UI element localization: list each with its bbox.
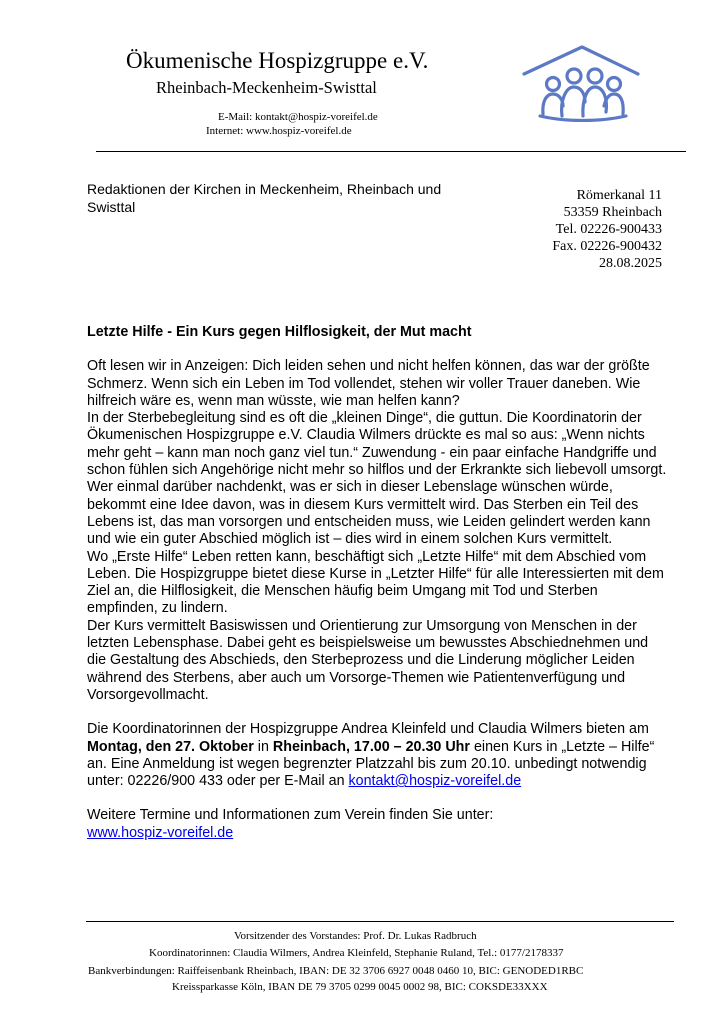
- top-divider: [96, 151, 686, 152]
- course-date: Montag, den 27. Oktober: [87, 738, 254, 755]
- hospiz-logo-icon: [520, 44, 642, 122]
- footer-bank-2: Kreissparkasse Köln, IBAN DE 79 3705 0299 0045 0002 98, BIC: COKSDE33XXX: [172, 981, 548, 993]
- sender-block: [552, 187, 662, 272]
- more-info-text: Weitere Termine und Informationen zum Verein finden Sie unter:: [87, 807, 494, 824]
- body-paragraph: Der Kurs vermittelt Basiswissen und Orientierung zur Umsorgung von Menschen in der letzten Lebensphase. Dabei geht es beispielsweise um bewusstes Abschiednehmen und die Gestaltung des Abschieds, den Sterbeprozess und die Linderung möglicher Leiden während des Sterbens, aber auch um Vorsorge-Themen wie Patientenverfügung und Vorsorgevollmacht.: [87, 617, 649, 703]
- email-link[interactable]: kontakt@hospiz-voreifel.de: [348, 773, 522, 790]
- course-details: einen Kurs in „Letzte – Hilfe“ an. Eine Anmeldung ist wegen begrenzter Platzzahl bis zum 20.10. unbedingt notwendig unter: 02226/900 433 oder per E-Mail an: [87, 738, 655, 790]
- org-region: Rheinbach-Meckenheim-Swisttal: [156, 78, 377, 97]
- footer-board: Vorsitzender des Vorstandes: Prof. Dr. Lukas Radbruch: [234, 930, 477, 942]
- org-name: Ökumenische Hospizgruppe e.V.: [126, 48, 429, 73]
- letter-body: [87, 324, 667, 842]
- course-place-time: Rheinbach, 17.00 – 20.30 Uhr: [272, 738, 470, 755]
- letter-headline: Letzte Hilfe - Ein Kurs gegen Hilflosigkeit, der Mut macht: [87, 324, 472, 340]
- body-paragraph: Oft lesen wir in Anzeigen: Dich leiden sehen und nicht helfen können, das war der größte Schmerz. Wenn sich ein Leben im Tod vollendet, stehen wir voller Trauer daneben. Wie hilfreich wäre es, wenn man wüsste, wie man helfen kann?: [87, 358, 650, 409]
- footer-bank-1: Bankverbindungen: Raiffeisenbank Rheinbach, IBAN: DE 32 3706 6927 0048 0460 10, BIC: GENODED1RBC: [88, 965, 584, 977]
- course-in: in: [253, 738, 273, 755]
- sender-fax: Fax. 02226-900432: [552, 239, 662, 254]
- letter-date: 28.08.2025: [599, 256, 662, 271]
- letterhead-email: E-Mail: kontakt@hospiz-voreifel.de: [218, 111, 378, 123]
- course-paragraph: [87, 721, 667, 790]
- sender-tel: Tel. 02226-900433: [555, 222, 662, 237]
- footer-divider: [86, 921, 674, 922]
- footer-coordinators: Koordinatorinnen: Claudia Wilmers, Andrea Kleinfeld, Stephanie Ruland, Tel.: 0177/2178337: [149, 947, 564, 959]
- body-paragraph: In der Sterbebegleitung sind es oft die „kleinen Dinge“, die guttun. Die Koordinatorin der Ökumenischen Hospizgruppe e.V. Claudia Wilmers drückte es mal so aus: „Wenn nichts mehr geht – kann man noch ganz viel tun.“ Zuwendung - ein paar einfache Handgriffe und schon fühlen sich Angehörige nicht mehr so hilflos und der Erkrankte sich liebevoll umsorgt.: [87, 410, 667, 479]
- body-paragraph: Wer einmal darüber nachdenkt, was er sich in dieser Lebenslage wünschen würde, bekommt eine Idee davon, was in diesem Kurs vermittelt wird. Das Sterben ein Teil des Lebens ist, das man vorsorgen und entscheiden muss, wie Leiden gelindert werden kann und wie ein guter Abschied möglich ist – dies wird in einem solchen Kurs vermittelt.: [87, 479, 651, 548]
- website-link[interactable]: www.hospiz-voreifel.de: [87, 824, 234, 841]
- letterhead-web: Internet: www.hospiz-voreifel.de: [206, 125, 352, 137]
- recipient-address: Redaktionen der Kirchen in Meckenheim, Rheinbach und Swisttal: [87, 181, 442, 215]
- course-intro: Die Koordinatorinnen der Hospizgruppe Andrea Kleinfeld und Claudia Wilmers bieten am: [87, 721, 649, 738]
- sender-city: 53359 Rheinbach: [563, 205, 662, 220]
- body-paragraph: Wo „Erste Hilfe“ Leben retten kann, beschäftigt sich „Letzte Hilfe“ mit dem Abschied vom Leben. Die Hospizgruppe bietet diese Kurse in „Letzter Hilfe“ für alle Interessierten mit dem Ziel an, die Hilflosigkeit, die Menschen häufig beim Umgang mit Tod und Sterben empfinden, zu lindern.: [87, 548, 664, 617]
- sender-street: Römerkanal 11: [576, 188, 662, 203]
